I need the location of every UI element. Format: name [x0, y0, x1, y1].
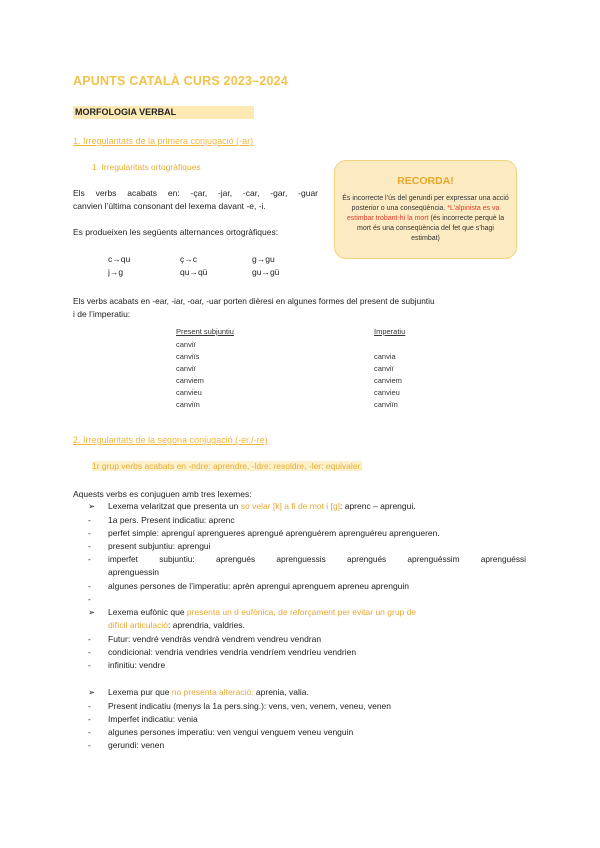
dash-bullet: - — [88, 714, 91, 724]
list-item-text: gerundi: venen — [108, 740, 165, 750]
paragraph-line: i de l’imperatiu: — [73, 309, 131, 319]
list-item-text: imperfet subjuntiu: aprengués aprenguessis aprengués aprenguéssim aprenguéssi — [108, 554, 526, 564]
list-item — [88, 514, 235, 527]
document-title: APUNTS CATALÀ CURS 2023–2024 — [73, 74, 288, 88]
list-item-text: 1a pers. Present indicatiu: aprenc — [108, 515, 235, 525]
alternance: g→gu — [252, 254, 275, 264]
subheading-orthographic: 1. Irregularitats ortogràfiques — [92, 162, 201, 172]
list-item — [88, 726, 353, 739]
list-item — [88, 633, 321, 646]
lexeme-highlight: presenta un d eufònica, de reforçament per evitar un grup de — [186, 607, 417, 617]
dash-bullet: - — [88, 528, 91, 538]
list-item — [88, 527, 440, 540]
lexeme-velaritzat — [88, 500, 416, 513]
dash-bullet: - — [88, 660, 91, 670]
list-item-text: algunes persones de l’imperatiu: aprèn aprengui aprenguem apreneu aprenguin — [108, 581, 410, 591]
list-item — [88, 713, 198, 726]
list-item-text: Futur: vendré vendràs vendrà vendrem vendreu vendran — [108, 634, 322, 644]
list-item — [88, 580, 409, 593]
arrow-bullet-icon: ➢ — [88, 607, 96, 617]
lexeme-text: Lexema pur que — [108, 687, 172, 697]
table-header-imperative: Imperatiu — [374, 327, 406, 336]
alternance: qu→qü — [180, 267, 208, 277]
table-cell: canviï — [176, 340, 196, 349]
list-item-text: aprenguessin — [108, 567, 160, 577]
lexeme-highlight: so velar [k] a fi de mot i [g] — [240, 501, 340, 511]
list-item — [88, 659, 165, 672]
table-header-subjunctive: Present subjuntiu — [176, 327, 234, 336]
callout-body — [342, 194, 509, 244]
callout-text: És incorrecte l’ús del gerundi per expressar una acció posterior o una conseqüència. — [342, 195, 509, 212]
table-cell: canviem — [374, 376, 402, 385]
callout-note: (és incorrecte perquè la mort és una conseqüència del fet que s’hagi estimbat) — [357, 215, 505, 242]
list-item-text: infinitiu: vendre — [108, 660, 166, 670]
dash-bullet: - — [88, 581, 91, 591]
arrow-bullet-icon: ➢ — [88, 687, 96, 697]
lexeme-text: : aprendria, valdries. — [168, 620, 246, 630]
list-item-text: Present indicatiu (menys la 1a pers.sing.): vens, ven, venem, veneu, venen — [108, 701, 392, 711]
lexeme-highlight: difícil articulació — [108, 620, 168, 630]
list-item — [88, 566, 159, 579]
heading-first-conjugation: 1. Irregularitats de la primera conjugació (-ar) — [73, 136, 254, 146]
lexeme-highlight: no presenta alteració: — [171, 687, 254, 697]
list-item-text: Imperfet indicatiu: venia — [108, 714, 198, 724]
alternance: c→qu — [108, 254, 131, 264]
subheading-first-group — [92, 461, 362, 471]
table-cell: canviï — [176, 364, 196, 373]
lexeme-text: : aprenc – aprengui. — [340, 501, 416, 511]
dash-bullet: - — [88, 727, 91, 737]
list-item — [88, 739, 164, 752]
list-item — [88, 553, 528, 566]
dash-bullet: - — [88, 554, 91, 564]
lexeme-eufonic-cont — [88, 619, 245, 632]
table-cell: canvieu — [176, 388, 202, 397]
lexeme-pur — [88, 686, 309, 699]
list-item — [88, 700, 391, 713]
list-item-text: condicional: vendria vendries vendria vendríem vendríeu vendrien — [108, 647, 357, 657]
list-item-text: perfet simple: aprenguí aprengueres aprengué aprenguérem aprenguéreu aprengueren. — [108, 528, 440, 538]
table-cell: canviïs — [176, 352, 200, 361]
paragraph-line: canvien l’última consonant del lexema davant -e, -i. — [73, 201, 266, 211]
paragraph-line: Els verbs acabats en: -çar, -jar, -car, -gar, -guar — [73, 188, 318, 198]
table-cell: canviï — [374, 364, 394, 373]
dash-bullet: - — [88, 515, 91, 525]
list-item — [88, 646, 356, 659]
callout-title: RECORDA! — [397, 175, 454, 187]
table-cell: canviïn — [374, 400, 398, 409]
table-cell: canvia — [374, 352, 396, 361]
list-item-text: algunes persones imperatiu: ven vengui venguem veneu venguin — [108, 727, 354, 737]
list-item — [88, 540, 211, 553]
lexeme-text: aprenia, valia. — [253, 687, 309, 697]
lexeme-text: Lexema eufònic que — [108, 607, 187, 617]
paragraph: Aquests verbs es conjuguen amb tres lexemes: — [73, 489, 252, 499]
dash-bullet: - — [88, 740, 91, 750]
dash-bullet: - — [88, 541, 91, 551]
heading-second-conjugation: 2. Irregularitats de la segona conjugació (-er,/-re) — [73, 435, 268, 445]
callout-example: *L’alpinista es va estimbar trobant-hi la mort — [346, 205, 500, 222]
lexeme-text: Lexema velaritzat que presenta un — [108, 501, 241, 511]
arrow-bullet-icon: ➢ — [88, 501, 96, 511]
lexeme-eufonic — [88, 606, 528, 619]
table-cell: canviïn — [176, 400, 200, 409]
alternance: ç→c — [180, 254, 197, 264]
paragraph-line: Els verbs acabats en -ear, -iar, -oar, -uar porten dièresi en algunes formes del present de subjuntiu — [73, 296, 435, 306]
alternance: j→g — [108, 267, 124, 277]
dash-bullet: - — [88, 594, 91, 604]
dash-bullet: - — [88, 634, 91, 644]
list-item-empty — [88, 593, 108, 606]
table-cell: canviem — [176, 376, 204, 385]
dash-bullet: - — [88, 647, 91, 657]
dash-bullet: - — [88, 701, 91, 711]
paragraph: Es produeixen les següents alternances ortogràfiques: — [73, 227, 279, 237]
section-heading: MORFOLOGIA VERBAL — [75, 107, 177, 117]
alternance: gu→gü — [252, 267, 280, 277]
table-cell: canvieu — [374, 388, 400, 397]
list-item-text: present subjuntiu: aprengui — [108, 541, 211, 551]
subheading-first-group-text: 1r grup verbs acabats en -ndre: aprendre, -ldre: resoldre, -ler: equivaler. — [92, 461, 363, 471]
